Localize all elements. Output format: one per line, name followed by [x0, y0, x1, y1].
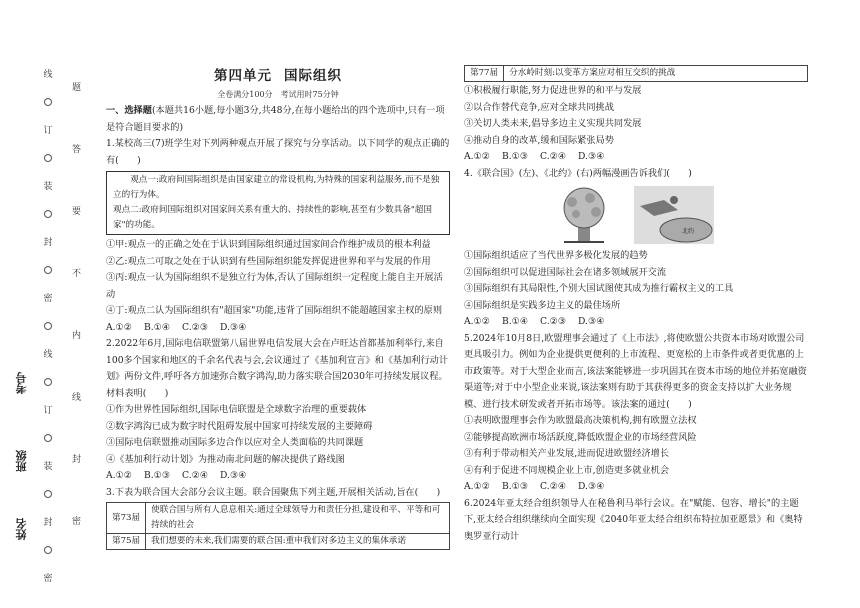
- q1-choice-c[interactable]: C.②③: [182, 321, 209, 333]
- q2-option-3: ③国际电信联盟推动国际多边合作以应对全人类面临的共同课题: [106, 437, 364, 448]
- table-row: [107, 503, 450, 534]
- q1-option-4: ④丁:观点二认为国际组织有"超国家"功能,违背了国际组织不能超越国家主权的原则: [106, 305, 443, 316]
- q1-option-3: ③丙:观点一认为国际组织不是独立行为体,否认了国际组织一定程度上能自主开展活动: [106, 272, 443, 300]
- seal-char: 订: [43, 406, 53, 416]
- q3-session-77: 第77届: [465, 66, 504, 82]
- field-exam-number: 考号: [15, 372, 28, 394]
- q5-choice-a[interactable]: A.①②: [464, 481, 491, 492]
- q4-choice-d[interactable]: D.③④: [578, 316, 605, 327]
- seal-notice-char: 要: [72, 207, 82, 217]
- q1-viewpoint-box: [106, 171, 450, 235]
- q3-stem: 3.下表为联合国大会部分会议主题。联合国聚焦下列主题,开展相关活动,旨在( ): [106, 486, 441, 498]
- page-title: [106, 68, 450, 85]
- q3-session-73: 第73届: [107, 503, 146, 534]
- seal-circle-icon: [40, 266, 56, 274]
- q3-option-1: ①积极履行职能,努力促进世界的和平与发展: [464, 85, 642, 96]
- right-column: [464, 64, 808, 545]
- q1-stem: 1.某校高三(7)班学生对下列两种观点开展了探究与分享活动。以下同学的观点正确的有( ): [106, 138, 450, 166]
- q1-option-1: ①甲:观点一的正确之处在于认识到国际组织通过国家间合作维护成员的根本利益: [106, 239, 431, 250]
- q5-choice-c[interactable]: C.②④: [540, 481, 567, 492]
- exam-meta: 全卷满分100分 考试用时75分钟: [217, 89, 339, 99]
- seal-notice-char: 不: [72, 269, 82, 279]
- q3-session-75: 第75届: [107, 534, 146, 550]
- seal-char: 密: [43, 574, 53, 584]
- seal-circle-icon: [40, 210, 56, 218]
- q2-option-2: ②数字鸿沟已成为数字时代阻碍发展中国家可持续发展的主要障碍: [106, 420, 373, 432]
- q4-option-1: ①国际组织适应了当代世界多极化发展的趋势: [464, 250, 648, 261]
- q3-option-4: ④推动自身的改革,缓和国际紧张局势: [464, 134, 614, 146]
- seal-circle-icon: [40, 378, 56, 386]
- q2-choice-c[interactable]: C.②④: [182, 470, 209, 481]
- seal-notice-char: 题: [72, 83, 82, 93]
- q5-option-4: ④有利于促进不同规模企业上市,创造更多就业机会: [464, 464, 670, 476]
- q2-option-1: ①作为世界性国际组织,国际电信联盟是全球数字治理的重要载体: [106, 404, 367, 415]
- q2-choices: [106, 468, 450, 485]
- q1-viewpoint-1: 观点一:政府间国际组织是由国家建立的常设机构,为特殊的国家利益服务,而不是独立的行为体。: [113, 175, 440, 200]
- q1-choices: [106, 320, 450, 337]
- q3-choice-b[interactable]: B.①③: [502, 151, 529, 162]
- unit-label: 第四单元: [214, 68, 272, 84]
- seal-char: 封: [43, 238, 53, 248]
- q2-choice-b[interactable]: B.①③: [144, 470, 171, 481]
- q3-table-part1: [106, 502, 450, 550]
- nato-label: 北约: [682, 228, 695, 235]
- q3-theme-75: 我们想要的未来,我们需要的联合国:重申我们对多边主义的集体承诺: [146, 534, 450, 550]
- seal-notice-char: 封: [72, 455, 82, 465]
- q3-theme-77: 分水岭时刻:以变革方案应对相互交织的挑战: [504, 66, 808, 82]
- seal-notice-char: 线: [72, 393, 82, 403]
- section-heading: 一、选择题: [106, 105, 152, 116]
- q3-option-3: ③关切人类未来,倡导多边主义实现共同发展: [464, 118, 642, 129]
- q5-stem: 5.2024年10月8日,欧盟理事会通过了《上市法》,将使欧盟公共资本市场对欧盟公司更具吸引力。例如为企业提供更便利的上市流程、更宽松的上市条件或者更优惠的上市政策等。对于大型企业而言,该法案能够进一步巩固其在资本市场的地位并拓宽融资渠道等;对于中小型企业来说,该法案则有助于其获得更多的资金支持以扩大业务规模、进行技术研发或者开拓市场等。该法案的通过( ): [464, 332, 807, 410]
- seal-circle-icon: [40, 434, 56, 442]
- seal-notice-char: 答: [72, 145, 82, 155]
- seal-char: 订: [43, 126, 53, 136]
- seal-notice-char: 密: [72, 517, 82, 527]
- q1-choice-d[interactable]: D.③④: [220, 321, 247, 333]
- seal-circle-icon: [40, 98, 56, 106]
- q2-choice-a[interactable]: A.①②: [106, 470, 133, 481]
- un-cartoon-image: [544, 186, 624, 244]
- q5-option-1: ①表明欧盟理事会作为欧盟最高决策机构,拥有欧盟立法权: [464, 415, 697, 426]
- q4-choices: [464, 314, 808, 331]
- table-row: [465, 66, 808, 82]
- q4-stem: 4.《联合国》(左)、《北约》(右)两幅漫画告诉我们( ): [464, 167, 692, 179]
- seal-circle-icon: [40, 546, 56, 554]
- field-name: 姓名: [15, 518, 28, 540]
- topic-label: 国际组织: [284, 68, 342, 84]
- seal-notice-char: 内: [72, 331, 82, 341]
- q5-option-3: ③有利于带动相关产业发展,进而促进欧盟经济增长: [464, 448, 670, 459]
- q3-choices: [464, 149, 808, 166]
- q2-stem: 2.2022年6月,国际电信联盟第八届世界电信发展大会在卢旺达首都基加利举行,来自100多个国家和地区的千余名代表与会,会议通过了《基加利宣言》和《基加利行动计划》两份文件,呼吁各方加速弥合数字鸿沟,助力落实联合国2030年可持续发展议程。材料表明( ): [106, 338, 449, 399]
- q5-choice-b[interactable]: B.①③: [502, 481, 529, 492]
- q4-option-2: ②国际组织可以促进国际社会在诸多领域展开交流: [464, 266, 667, 278]
- q4-cartoons: [544, 186, 808, 244]
- seal-char: 装: [43, 462, 53, 472]
- q3-choice-c[interactable]: C.②④: [540, 151, 567, 162]
- seal-dot-line: [40, 70, 56, 608]
- q1-choice-b[interactable]: B.①④: [144, 321, 171, 333]
- seal-char: 密: [43, 294, 53, 304]
- q3-theme-73: 使联合国与所有人息息相关:通过全球领导力和责任分担,建设和平、平等和可持续的社会: [146, 503, 450, 534]
- q4-choice-a[interactable]: A.①②: [464, 316, 491, 327]
- q5-choices: [464, 479, 808, 496]
- field-class: 班级: [15, 450, 28, 472]
- seal-char: 装: [43, 182, 53, 192]
- q5-choice-d[interactable]: D.③④: [578, 481, 605, 492]
- left-column: [106, 64, 450, 551]
- seal-char: 线: [43, 350, 53, 360]
- section-intro: 一、选择题(本题共16小题,每小题3分,共48分,在每小题给出的四个选项中,只有一项是符合题目要求的): [106, 105, 445, 133]
- q4-choice-b[interactable]: B.①④: [502, 316, 529, 327]
- q3-option-2: ②以合作替代竞争,应对全球共同挑战: [464, 101, 614, 113]
- q3-choice-d[interactable]: D.③④: [578, 151, 605, 162]
- seal-circle-icon: [40, 322, 56, 330]
- q3-table-part2: [464, 65, 808, 82]
- binding-margin: [0, 0, 100, 608]
- seal-char: 封: [43, 518, 53, 528]
- q2-option-4: ④《基加利行动计划》为推动南北问题的解决提供了路线图: [106, 453, 345, 465]
- seal-circle-icon: [40, 154, 56, 162]
- q4-option-4: ④国际组织是实践多边主义的最佳场所: [464, 299, 621, 311]
- q4-option-3: ③国际组织有其局限性,个别大国试图使其成为推行霸权主义的工具: [464, 283, 734, 294]
- q3-choice-a[interactable]: A.①②: [464, 151, 491, 162]
- q1-viewpoint-2: 观点二:政府间国际组织对国家间关系有重大的、持续性的影响,甚至有少数具备"超国家"的功能。: [113, 205, 432, 230]
- q1-option-2: ②乙:观点二可取之处在于认识到有些国际组织能发挥促进世界和平与发展的作用: [106, 255, 431, 267]
- nato-cartoon-image: [634, 186, 714, 244]
- seal-char: 线: [43, 70, 53, 80]
- seal-circle-icon: [40, 490, 56, 498]
- table-row: [107, 534, 450, 550]
- q2-choice-d[interactable]: D.③④: [220, 470, 247, 481]
- q1-choice-a[interactable]: A.①②: [106, 321, 133, 333]
- section-description: 本题共16小题,每小题3分,共48分,在每小题给出的四个选项中,只有一项是符合题目要求的): [106, 105, 445, 133]
- q6-stem: 6.2024年亚太经合组织领导人在秘鲁利马举行会议。在"赋能、包容、增长"的主题下,亚太经合组织继续向全面实现《2040年亚太经合组织布特拉加亚愿景》和《奥特奥罗亚行动计: [464, 497, 803, 542]
- q5-option-2: ②能够提高欧洲市场活跃度,降低欧盟企业的市场经营风险: [464, 431, 697, 443]
- q4-choice-c[interactable]: C.②③: [540, 316, 567, 327]
